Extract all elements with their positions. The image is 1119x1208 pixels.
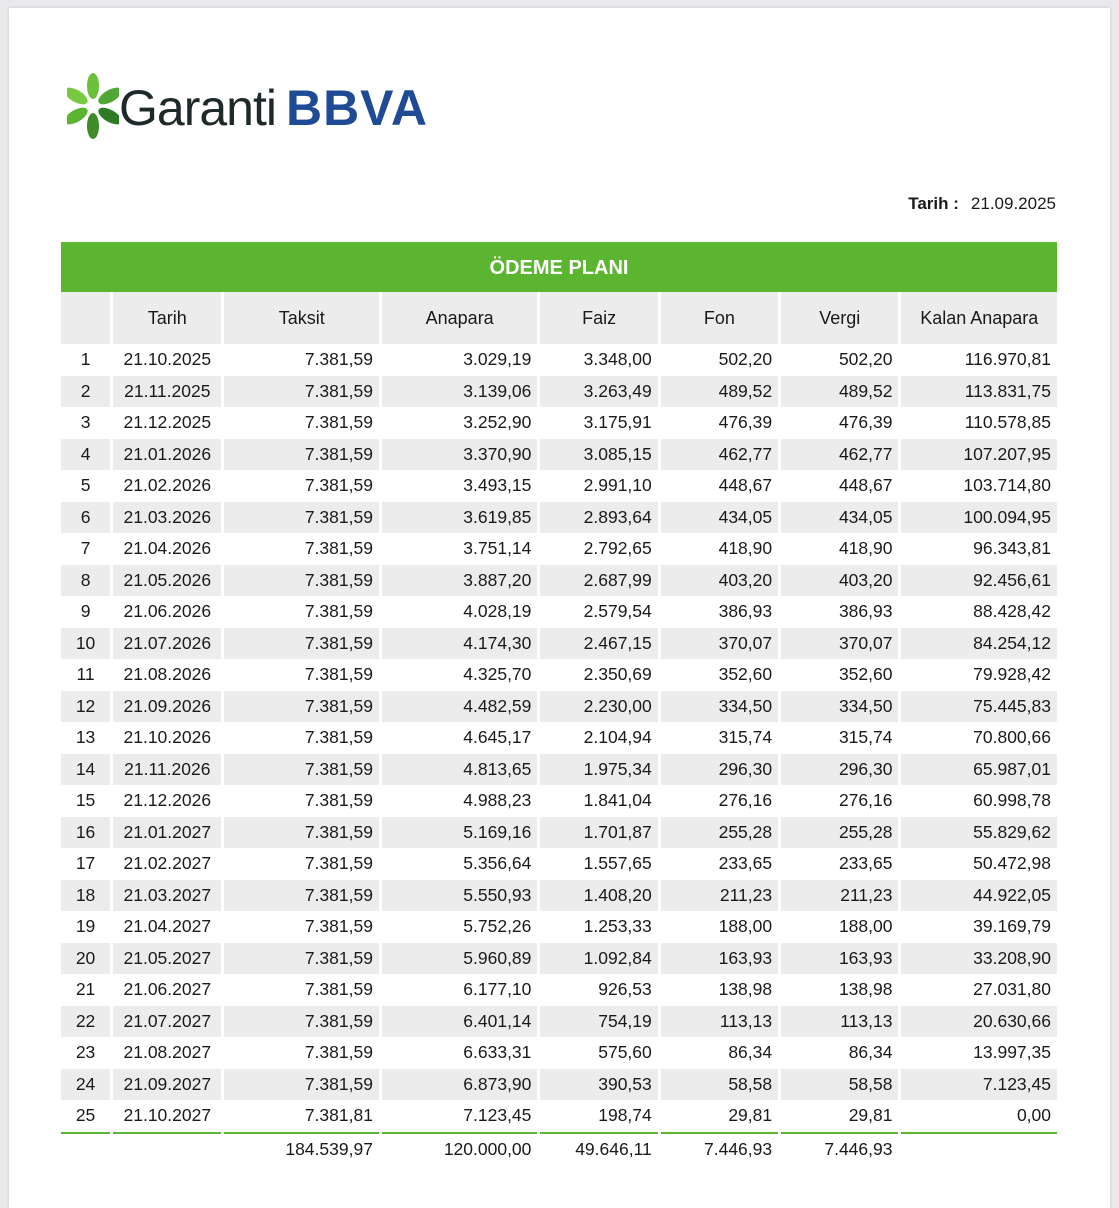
logo-bbva-text: BBVA: [285, 80, 428, 136]
installment-amount-cell: 7.381,59: [224, 376, 378, 408]
due-date-cell: 21.07.2027: [113, 1006, 221, 1038]
tax-cell: 315,74: [838, 727, 893, 748]
installment-no-cell: 20: [61, 943, 110, 975]
installment-amount-cell: 7.381,59: [224, 943, 378, 975]
remaining-principal-cell: 27.031,80: [973, 979, 1051, 1000]
principal-cell: 5.356,64: [463, 853, 532, 874]
interest-cell: 390,53: [540, 1069, 657, 1101]
installment-amount-cell: 7.381,59: [304, 601, 373, 622]
total-cell: [61, 1132, 110, 1165]
installment-no-cell: 11: [76, 664, 95, 685]
installment-no-cell: 14: [61, 754, 110, 786]
installment-amount-cell: 7.381,59: [224, 754, 378, 786]
installment-amount-cell: 7.381,59: [224, 502, 378, 534]
interest-cell: 1.253,33: [583, 916, 652, 937]
remaining-principal-cell: 103.714,80: [963, 475, 1051, 496]
table-body: [61, 344, 1057, 1132]
installment-no-cell: 2: [61, 376, 110, 408]
column-header: Anapara: [382, 292, 537, 344]
fund-cell: 462,77: [661, 439, 778, 471]
installment-amount-cell: 7.381,81: [304, 1105, 373, 1126]
interest-cell: 926,53: [598, 979, 652, 1000]
tax-cell: 86,34: [848, 1042, 893, 1063]
principal-cell: 3.139,06: [382, 376, 537, 408]
installment-amount-cell: 7.381,59: [304, 349, 373, 370]
table-row: [61, 691, 1057, 723]
installment-amount-cell: 7.381,59: [224, 1006, 378, 1038]
principal-cell: 4.645,17: [463, 727, 532, 748]
remaining-principal-cell: 84.254,12: [901, 628, 1057, 660]
installment-no-cell: 5: [80, 475, 91, 496]
fund-cell: 434,05: [661, 502, 778, 534]
interest-cell: 3.085,15: [540, 439, 657, 471]
tax-cell: 403,20: [781, 565, 898, 597]
installment-amount-cell: 7.381,59: [224, 565, 378, 597]
installment-no-cell: 13: [75, 727, 96, 748]
due-date-cell: 21.10.2025: [123, 349, 212, 370]
remaining-principal-cell: 44.922,05: [901, 880, 1057, 912]
logo-garanti-text: Garanti: [119, 80, 276, 136]
installment-no-cell: 1: [80, 349, 91, 370]
installment-amount-cell: 7.381,59: [224, 1069, 378, 1101]
column-header: Taksit: [224, 292, 378, 344]
remaining-principal-cell: 13.997,35: [973, 1042, 1051, 1063]
remaining-principal-cell: 50.472,98: [973, 853, 1051, 874]
due-date-cell: 21.11.2026: [113, 754, 221, 786]
total-cell: 184.539,97: [224, 1132, 378, 1165]
installment-amount-cell: 7.381,59: [304, 727, 373, 748]
installment-amount-cell: 7.381,59: [304, 475, 373, 496]
installment-no-cell: 24: [61, 1069, 110, 1101]
due-date-cell: 21.08.2027: [123, 1042, 212, 1063]
installment-no-cell: 15: [75, 790, 96, 811]
clover-icon: [67, 68, 119, 144]
installment-amount-cell: 7.381,59: [224, 880, 378, 912]
column-header: Vergi: [781, 292, 898, 344]
installment-no-cell: 25: [75, 1105, 96, 1126]
tax-cell: 370,07: [781, 628, 898, 660]
interest-cell: 1.408,20: [540, 880, 657, 912]
remaining-principal-cell: 70.800,66: [973, 727, 1051, 748]
principal-cell: 4.813,65: [382, 754, 537, 786]
principal-cell: 7.123,45: [463, 1105, 532, 1126]
tax-cell: 29,81: [848, 1105, 893, 1126]
principal-cell: 3.029,19: [463, 349, 532, 370]
due-date-cell: 21.06.2027: [123, 979, 212, 1000]
installment-no-cell: 3: [80, 412, 91, 433]
table-row: [61, 1100, 1057, 1132]
column-header: Faiz: [540, 292, 657, 344]
tax-cell: 448,67: [838, 475, 893, 496]
tax-cell: 334,50: [781, 691, 898, 723]
fund-cell: 233,65: [718, 853, 773, 874]
document-page: [9, 8, 1110, 1208]
due-date-cell: 21.12.2025: [123, 412, 212, 433]
remaining-principal-cell: 33.208,90: [901, 943, 1057, 975]
interest-cell: 2.230,00: [540, 691, 657, 723]
due-date-cell: 21.10.2027: [123, 1105, 212, 1126]
tax-cell: 489,52: [781, 376, 898, 408]
fund-cell: 255,28: [661, 817, 778, 849]
installment-no-cell: 4: [61, 439, 110, 471]
logo-wordmark: [119, 76, 428, 140]
due-date-cell: 21.09.2027: [113, 1069, 221, 1101]
interest-cell: 1.841,04: [583, 790, 652, 811]
fund-cell: 315,74: [718, 727, 773, 748]
fund-cell: 211,23: [661, 880, 778, 912]
installment-amount-cell: 7.381,59: [224, 628, 378, 660]
installment-no-cell: 22: [61, 1006, 110, 1038]
table-row: [61, 848, 1057, 880]
table-row: [61, 754, 1057, 786]
interest-cell: 3.263,49: [540, 376, 657, 408]
fund-cell: 29,81: [728, 1105, 773, 1126]
remaining-principal-cell: 113.831,75: [901, 376, 1057, 408]
tax-cell: 502,20: [838, 349, 893, 370]
due-date-cell: 21.06.2026: [123, 601, 212, 622]
due-date-cell: 21.11.2025: [113, 376, 221, 408]
remaining-principal-cell: 55.829,62: [901, 817, 1057, 849]
total-cell: [113, 1132, 221, 1165]
tax-cell: 476,39: [838, 412, 893, 433]
installment-amount-cell: 7.381,59: [304, 1042, 373, 1063]
installment-amount-cell: 7.381,59: [304, 916, 373, 937]
interest-cell: 2.579,54: [583, 601, 652, 622]
fund-cell: 138,98: [718, 979, 773, 1000]
interest-cell: 754,19: [540, 1006, 657, 1038]
tax-cell: 188,00: [838, 916, 893, 937]
remaining-principal-cell: 60.998,78: [973, 790, 1051, 811]
principal-cell: 4.028,19: [463, 601, 532, 622]
remaining-principal-cell: 88.428,42: [973, 601, 1051, 622]
interest-cell: 2.104,94: [583, 727, 652, 748]
payment-plan-title: ÖDEME PLANI: [61, 242, 1057, 292]
due-date-cell: 21.03.2026: [113, 502, 221, 534]
tax-cell: 233,65: [838, 853, 893, 874]
remaining-principal-cell: 92.456,61: [901, 565, 1057, 597]
tax-cell: 138,98: [838, 979, 893, 1000]
fund-cell: 476,39: [718, 412, 773, 433]
fund-cell: 334,50: [661, 691, 778, 723]
total-cell: [901, 1132, 1057, 1165]
installment-no-cell: 21: [75, 979, 96, 1000]
interest-cell: 1.092,84: [540, 943, 657, 975]
due-date-cell: 21.05.2027: [113, 943, 221, 975]
due-date-cell: 21.01.2026: [113, 439, 221, 471]
table-row: [61, 659, 1057, 691]
fund-cell: 370,07: [661, 628, 778, 660]
installment-no-cell: 12: [61, 691, 110, 723]
installment-amount-cell: 7.381,59: [304, 853, 373, 874]
table-row: [61, 596, 1057, 628]
interest-cell: 1.975,34: [540, 754, 657, 786]
installment-no-cell: 10: [61, 628, 110, 660]
table-header: [61, 292, 1057, 344]
principal-cell: 5.550,93: [382, 880, 537, 912]
installment-no-cell: 19: [75, 916, 96, 937]
due-date-cell: 21.05.2026: [113, 565, 221, 597]
column-header: [61, 292, 110, 344]
tax-cell: 163,93: [781, 943, 898, 975]
tax-cell: 386,93: [838, 601, 893, 622]
tax-cell: 296,30: [781, 754, 898, 786]
remaining-principal-cell: 65.987,01: [901, 754, 1057, 786]
fund-cell: 489,52: [661, 376, 778, 408]
due-date-cell: 21.12.2026: [123, 790, 212, 811]
interest-cell: 2.687,99: [540, 565, 657, 597]
fund-cell: 296,30: [661, 754, 778, 786]
due-date-cell: 21.04.2027: [123, 916, 212, 937]
table-row: [61, 974, 1057, 1006]
principal-cell: 6.873,90: [382, 1069, 537, 1101]
total-cell: 120.000,00: [382, 1132, 537, 1165]
principal-cell: 5.960,89: [382, 943, 537, 975]
installment-no-cell: 6: [61, 502, 110, 534]
table-row: [61, 470, 1057, 502]
date-label: Tarih :: [908, 194, 959, 213]
tax-cell: 113,13: [781, 1006, 898, 1038]
remaining-principal-cell: 96.343,81: [973, 538, 1051, 559]
principal-cell: 3.370,90: [382, 439, 537, 471]
fund-cell: 276,16: [718, 790, 773, 811]
table-row: [61, 407, 1057, 439]
date-value: 21.09.2025: [970, 194, 1056, 213]
fund-cell: 352,60: [718, 664, 773, 685]
principal-cell: 6.633,31: [463, 1042, 532, 1063]
total-cell: 7.446,93: [661, 1132, 778, 1165]
installment-amount-cell: 7.381,59: [224, 691, 378, 723]
table-row: [61, 565, 1057, 597]
principal-cell: 3.493,15: [463, 475, 532, 496]
remaining-principal-cell: 100.094,95: [901, 502, 1057, 534]
interest-cell: 3.175,91: [583, 412, 652, 433]
principal-cell: 4.325,70: [463, 664, 532, 685]
document-date: [908, 194, 1056, 214]
due-date-cell: 21.01.2027: [113, 817, 221, 849]
table-footer: [61, 1132, 1057, 1165]
remaining-principal-cell: 0,00: [1016, 1105, 1051, 1126]
installment-amount-cell: 7.381,59: [224, 439, 378, 471]
table-row: [61, 533, 1057, 565]
interest-cell: 2.467,15: [540, 628, 657, 660]
principal-cell: 4.174,30: [382, 628, 537, 660]
column-header: Kalan Anapara: [901, 292, 1057, 344]
fund-cell: 403,20: [661, 565, 778, 597]
interest-cell: 1.701,87: [540, 817, 657, 849]
column-header: Tarih: [113, 292, 221, 344]
table-row: [61, 439, 1057, 471]
remaining-principal-cell: 20.630,66: [901, 1006, 1057, 1038]
total-cell: 49.646,11: [540, 1132, 657, 1165]
tax-cell: 434,05: [781, 502, 898, 534]
payment-plan: [61, 242, 1057, 1165]
installment-no-cell: 17: [75, 853, 96, 874]
interest-cell: 2.792,65: [583, 538, 652, 559]
principal-cell: 5.169,16: [382, 817, 537, 849]
due-date-cell: 21.07.2026: [113, 628, 221, 660]
tax-cell: 462,77: [781, 439, 898, 471]
principal-cell: 4.482,59: [382, 691, 537, 723]
table-row: [61, 1069, 1057, 1101]
fund-cell: 448,67: [718, 475, 773, 496]
tax-cell: 58,58: [781, 1069, 898, 1101]
remaining-principal-cell: 7.123,45: [901, 1069, 1057, 1101]
payment-plan-table: [58, 292, 1060, 1165]
interest-cell: 1.557,65: [583, 853, 652, 874]
column-header: Fon: [661, 292, 778, 344]
remaining-principal-cell: 75.445,83: [901, 691, 1057, 723]
installment-no-cell: 18: [61, 880, 110, 912]
due-date-cell: 21.04.2026: [123, 538, 212, 559]
due-date-cell: 21.02.2027: [123, 853, 212, 874]
due-date-cell: 21.08.2026: [123, 664, 212, 685]
table-row: [61, 376, 1057, 408]
tax-cell: 418,90: [838, 538, 893, 559]
installment-no-cell: 16: [61, 817, 110, 849]
table-row: [61, 628, 1057, 660]
installment-no-cell: 23: [75, 1042, 96, 1063]
principal-cell: 3.619,85: [382, 502, 537, 534]
installment-no-cell: 9: [80, 601, 91, 622]
principal-cell: 4.988,23: [463, 790, 532, 811]
fund-cell: 502,20: [718, 349, 773, 370]
tax-cell: 211,23: [781, 880, 898, 912]
installment-amount-cell: 7.381,59: [304, 412, 373, 433]
interest-cell: 3.348,00: [583, 349, 652, 370]
due-date-cell: 21.09.2026: [113, 691, 221, 723]
installment-amount-cell: 7.381,59: [224, 817, 378, 849]
remaining-principal-cell: 39.169,79: [973, 916, 1051, 937]
remaining-principal-cell: 79.928,42: [973, 664, 1051, 685]
principal-cell: 3.252,90: [463, 412, 532, 433]
table-row: [61, 502, 1057, 534]
table-row: [61, 817, 1057, 849]
installment-amount-cell: 7.381,59: [304, 790, 373, 811]
principal-cell: 6.401,14: [382, 1006, 537, 1038]
tax-cell: 352,60: [838, 664, 893, 685]
interest-cell: 2.893,64: [540, 502, 657, 534]
remaining-principal-cell: 116.970,81: [964, 349, 1051, 370]
table-row: [61, 911, 1057, 943]
installment-amount-cell: 7.381,59: [304, 664, 373, 685]
installment-amount-cell: 7.381,59: [304, 979, 373, 1000]
principal-cell: 5.752,26: [463, 916, 532, 937]
table-row: [61, 943, 1057, 975]
interest-cell: 2.991,10: [583, 475, 652, 496]
table-row: [61, 880, 1057, 912]
fund-cell: 58,58: [661, 1069, 778, 1101]
table-row: [61, 344, 1057, 376]
table-row: [61, 785, 1057, 817]
fund-cell: 418,90: [718, 538, 773, 559]
fund-cell: 113,13: [661, 1006, 778, 1038]
fund-cell: 86,34: [728, 1042, 773, 1063]
principal-cell: 6.177,10: [463, 979, 532, 1000]
installment-no-cell: 8: [61, 565, 110, 597]
remaining-principal-cell: 107.207,95: [901, 439, 1057, 471]
due-date-cell: 21.10.2026: [123, 727, 212, 748]
fund-cell: 188,00: [718, 916, 773, 937]
total-cell: 7.446,93: [781, 1132, 898, 1165]
interest-cell: 2.350,69: [583, 664, 652, 685]
fund-cell: 163,93: [661, 943, 778, 975]
installment-no-cell: 7: [80, 538, 91, 559]
principal-cell: 3.751,14: [463, 538, 532, 559]
table-row: [61, 1037, 1057, 1069]
installment-amount-cell: 7.381,59: [304, 538, 373, 559]
remaining-principal-cell: 110.578,85: [964, 412, 1051, 433]
due-date-cell: 21.03.2027: [113, 880, 221, 912]
table-row: [61, 722, 1057, 754]
interest-cell: 575,60: [598, 1042, 652, 1063]
due-date-cell: 21.02.2026: [123, 475, 212, 496]
interest-cell: 198,74: [598, 1105, 652, 1126]
fund-cell: 386,93: [718, 601, 773, 622]
tax-cell: 276,16: [838, 790, 893, 811]
tax-cell: 255,28: [781, 817, 898, 849]
principal-cell: 3.887,20: [382, 565, 537, 597]
table-row: [61, 1006, 1057, 1038]
